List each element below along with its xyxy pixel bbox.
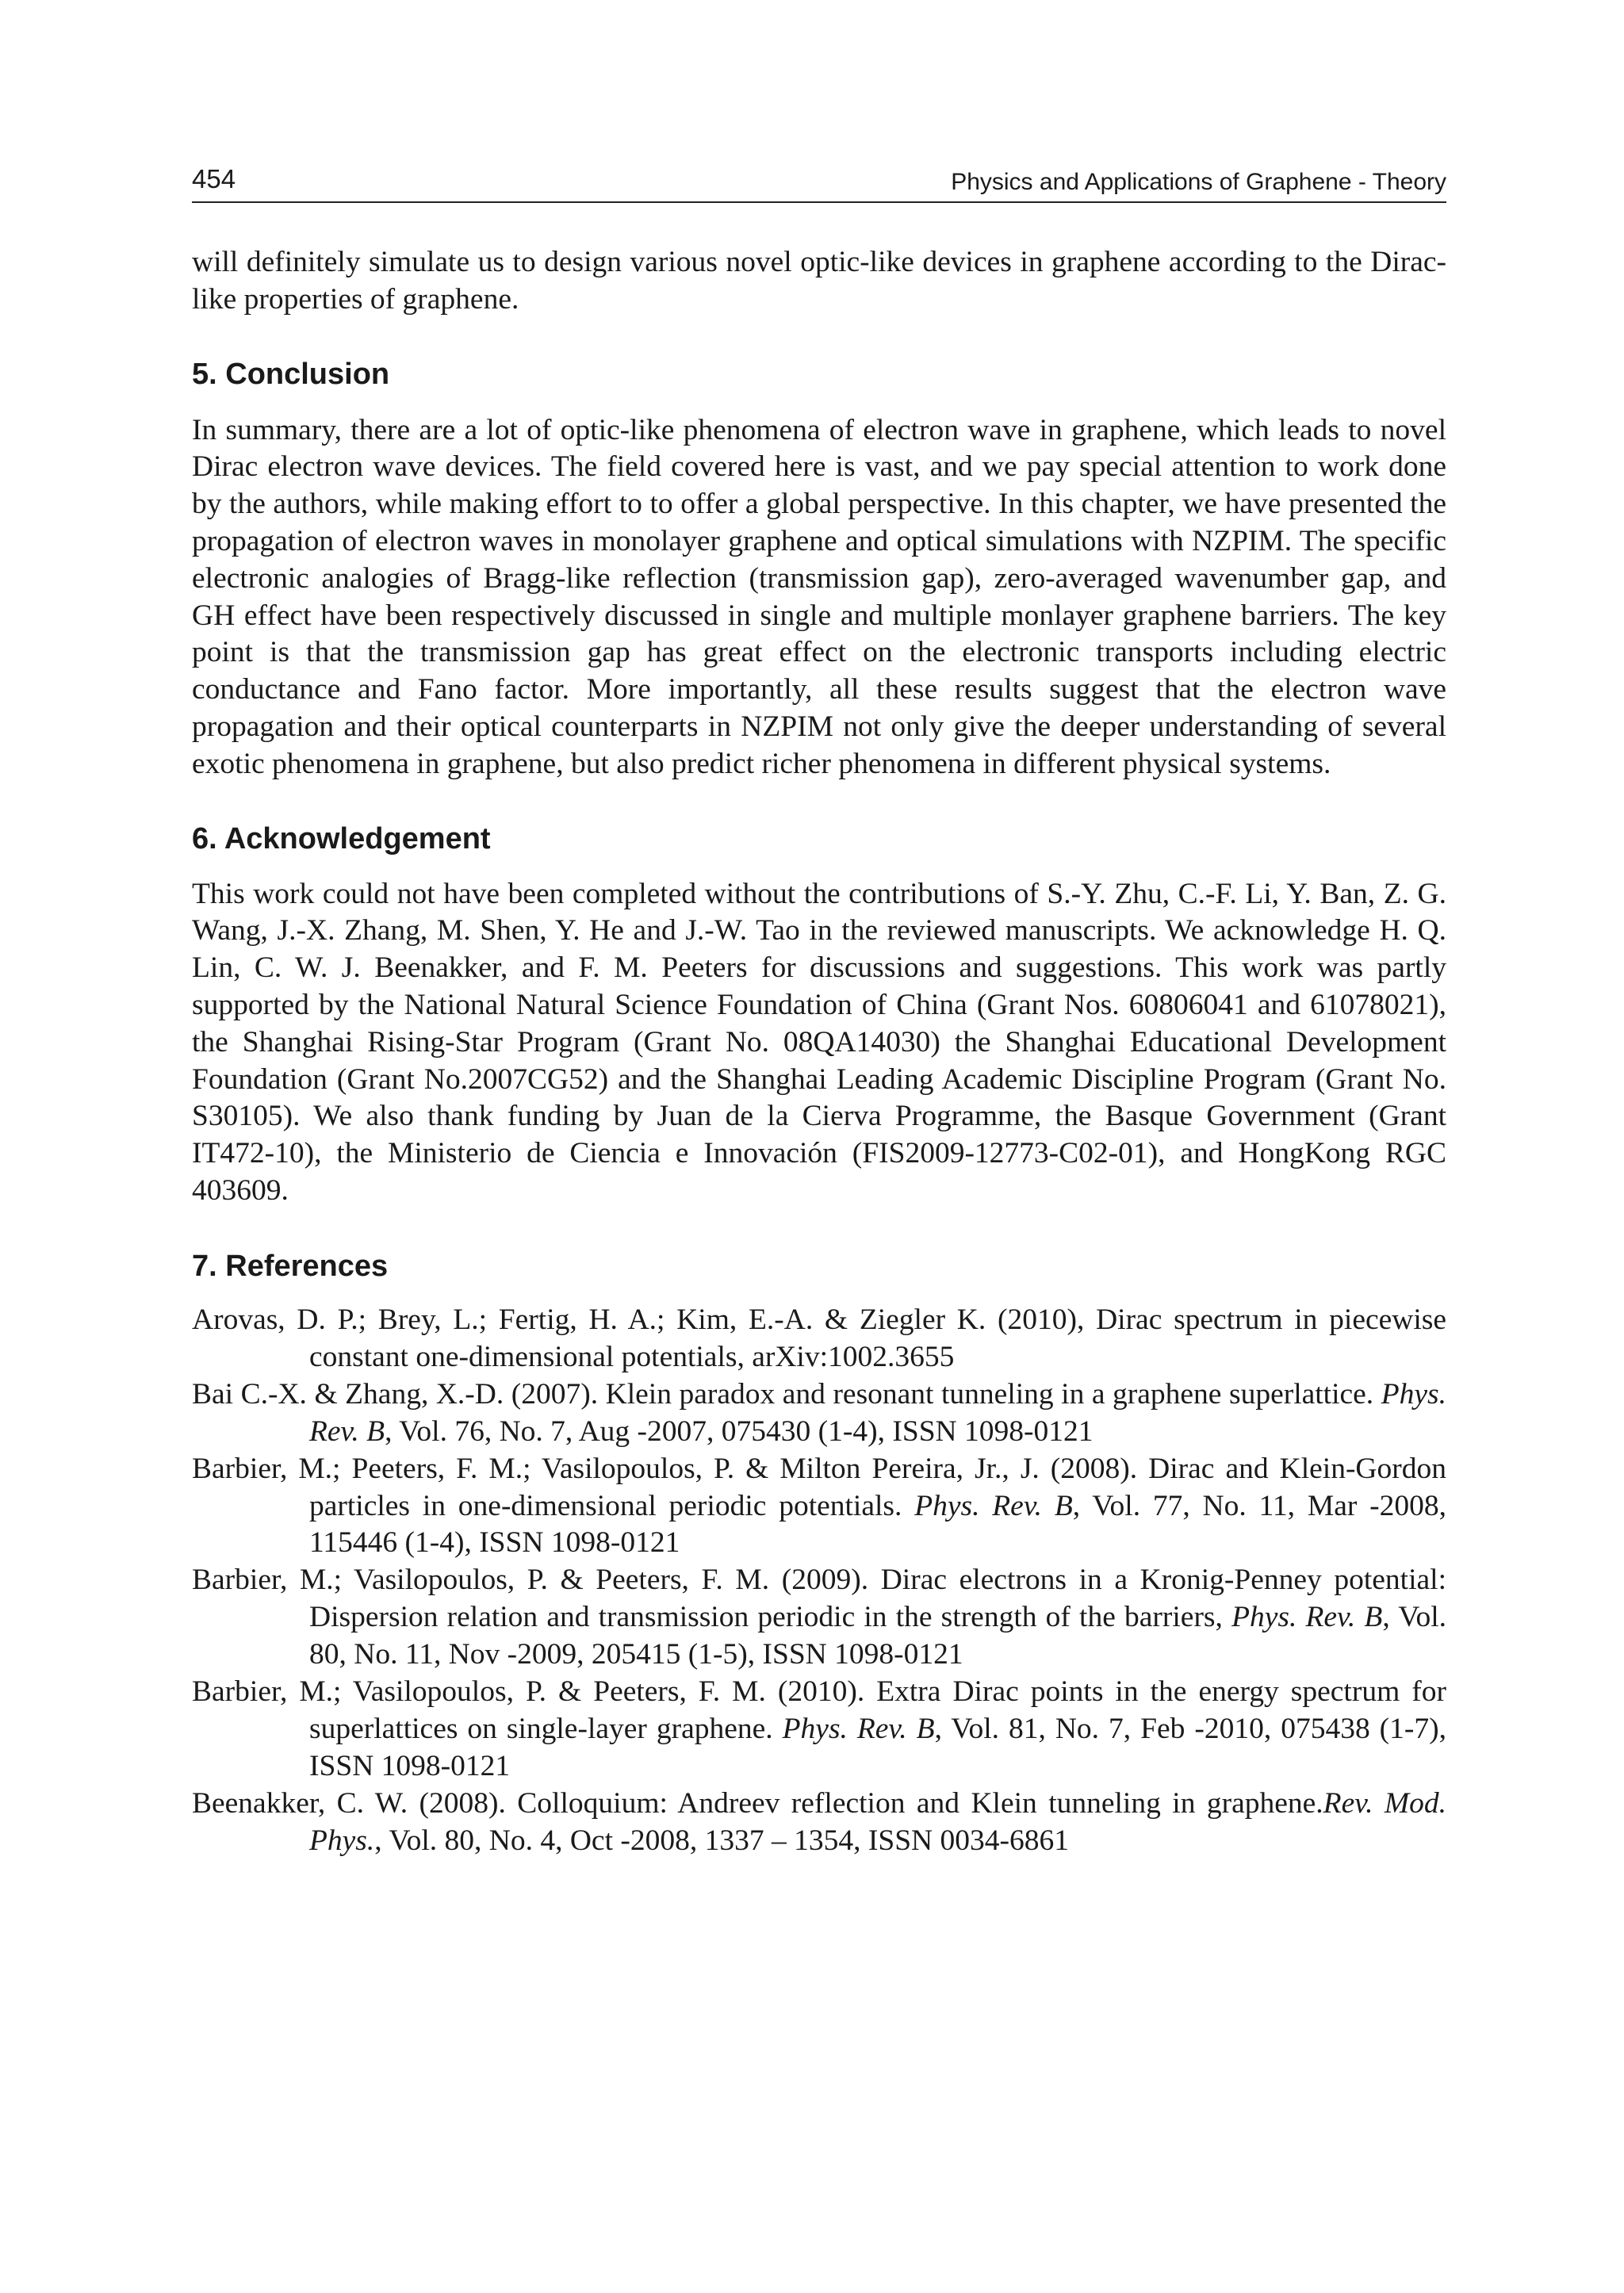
reference-journal: Phys. Rev. B xyxy=(1231,1601,1383,1634)
section-title-references: 7. References xyxy=(192,1249,389,1283)
reference-item xyxy=(192,1674,1446,1785)
reference-text: Barbier, M.; Vasilopoulos, P. & Peeters, F. M. (2009). Dirac electrons in a Kronig-Penney potential: Dispersion relation and transmission periodic in the strength of the barriers, xyxy=(192,1564,1446,1634)
page-number: 454 xyxy=(192,164,236,193)
reference-journal: Rev. Mod. Phys. xyxy=(309,1787,1446,1857)
reference-item xyxy=(192,1562,1446,1673)
reference-journal: Phys. Rev. B xyxy=(309,1377,1446,1448)
reference-text: Beenakker, C. W. (2008). Colloquium: Andreev reflection and Klein tunneling in graphene. xyxy=(192,1787,1323,1820)
page-header xyxy=(192,163,1446,203)
reference-item xyxy=(192,1302,1446,1376)
reference-text: Arovas, D. P.; Brey, L.; Fertig, H. A.; Kim, E.-A. & Ziegler K. (2010), Dirac spectrum in piecewise constant one-dimensional potentials, arXiv:1002.3655 xyxy=(192,1303,1446,1373)
acknowledgement-paragraph: This work could not have been completed without the contributions of S.-Y. Zhu, C.-F. Li, Y. Ban, Z. G. Wang, J.-X. Zhang, M. Shen, Y. He and J.-W. Tao in the reviewed manuscripts. We acknowledge H. Q. Lin, C. W. J. Beenakker, and F. M. Peeters for discussions and suggestions. This work was partly supported by the National Natural Science Foundation of China (Grant Nos. 60806041 and 61078021), the Shanghai Rising-Star Program (Grant No. 08QA14030) the Shanghai Educational Development Foundation (Grant No.2007CG52) and the Shanghai Leading Academic Discipline Program (Grant No. S30105). We also thank funding by Juan de la Cierva Programme, the Basque Government (Grant IT472-10), the Ministerio de Ciencia e Innovación (FIS2009-12773-C02-01), and HongKong RGC 403609. xyxy=(192,877,1446,1207)
reference-journal: Phys. Rev. B xyxy=(782,1713,935,1746)
reference-details: , Vol. 80, No. 11, Nov -2009, 205415 (1-5), ISSN 1098-0121 xyxy=(309,1601,1446,1671)
reference-item xyxy=(192,1786,1446,1860)
reference-item xyxy=(192,1376,1446,1451)
reference-journal: Phys. Rev. B xyxy=(914,1489,1073,1522)
reference-details: , Vol. 80, No. 4, Oct -2008, 1337 – 1354, ISSN 0034-6861 xyxy=(374,1824,1070,1857)
reference-text: Barbier, M.; Vasilopoulos, P. & Peeters, F. M. (2010). Extra Dirac points in the energy spectrum for superlattices on single-layer graphene. xyxy=(192,1675,1446,1746)
section-title-acknowledgement: 6. Acknowledgement xyxy=(192,821,491,856)
section-title-conclusion: 5. Conclusion xyxy=(192,357,390,391)
reference-details: , Vol. 76, No. 7, Aug -2007, 075430 (1-4), ISSN 1098-0121 xyxy=(385,1414,1094,1448)
intro-paragraph: will definitely simulate us to design various novel optic-like devices in graphene according to the Dirac-like properties of graphene. xyxy=(192,246,1446,316)
reference-list xyxy=(192,1302,1446,1860)
reference-item xyxy=(192,1451,1446,1562)
conclusion-paragraph: In summary, there are a lot of optic-like phenomena of electron wave in graphene, which leads to novel Dirac electron wave devices. The field covered here is vast, and we pay special attention to work done by the authors, while making effort to to offer a global perspective. In this chapter, we have presented the propagation of electron waves in monolayer graphene and optical simulations with NZPIM. The specific electronic analogies of Bragg-like reflection (transmission gap), zero-averaged wavenumber gap, and GH effect have been respectively discussed in single and multiple monlayer graphene barriers. The key point is that the transmission gap has great effect on the electronic transports including electric conductance and Fano factor. More importantly, all these results suggest that the electron wave propagation and their optical counterparts in NZPIM not only give the deeper understanding of several exotic phenomena in graphene, but also predict richer phenomena in different physical systems. xyxy=(192,413,1446,780)
reference-text: Bai C.-X. & Zhang, X.-D. (2007). Klein paradox and resonant tunneling in a graphene superlattice. xyxy=(192,1377,1381,1411)
running-title: Physics and Applications of Graphene - Theory xyxy=(951,169,1446,195)
reference-text: Barbier, M.; Peeters, F. M.; Vasilopoulos, P. & Milton Pereira, Jr., J. (2008). Dirac and Klein-Gordon particles in one-dimensional periodic potentials. xyxy=(192,1452,1446,1522)
page-body xyxy=(192,244,1446,1860)
reference-details: , Vol. 77, No. 11, Mar -2008, 115446 (1-4), ISSN 1098-0121 xyxy=(309,1489,1446,1560)
reference-details: , Vol. 81, No. 7, Feb -2010, 075438 (1-7), ISSN 1098-0121 xyxy=(309,1713,1447,1782)
